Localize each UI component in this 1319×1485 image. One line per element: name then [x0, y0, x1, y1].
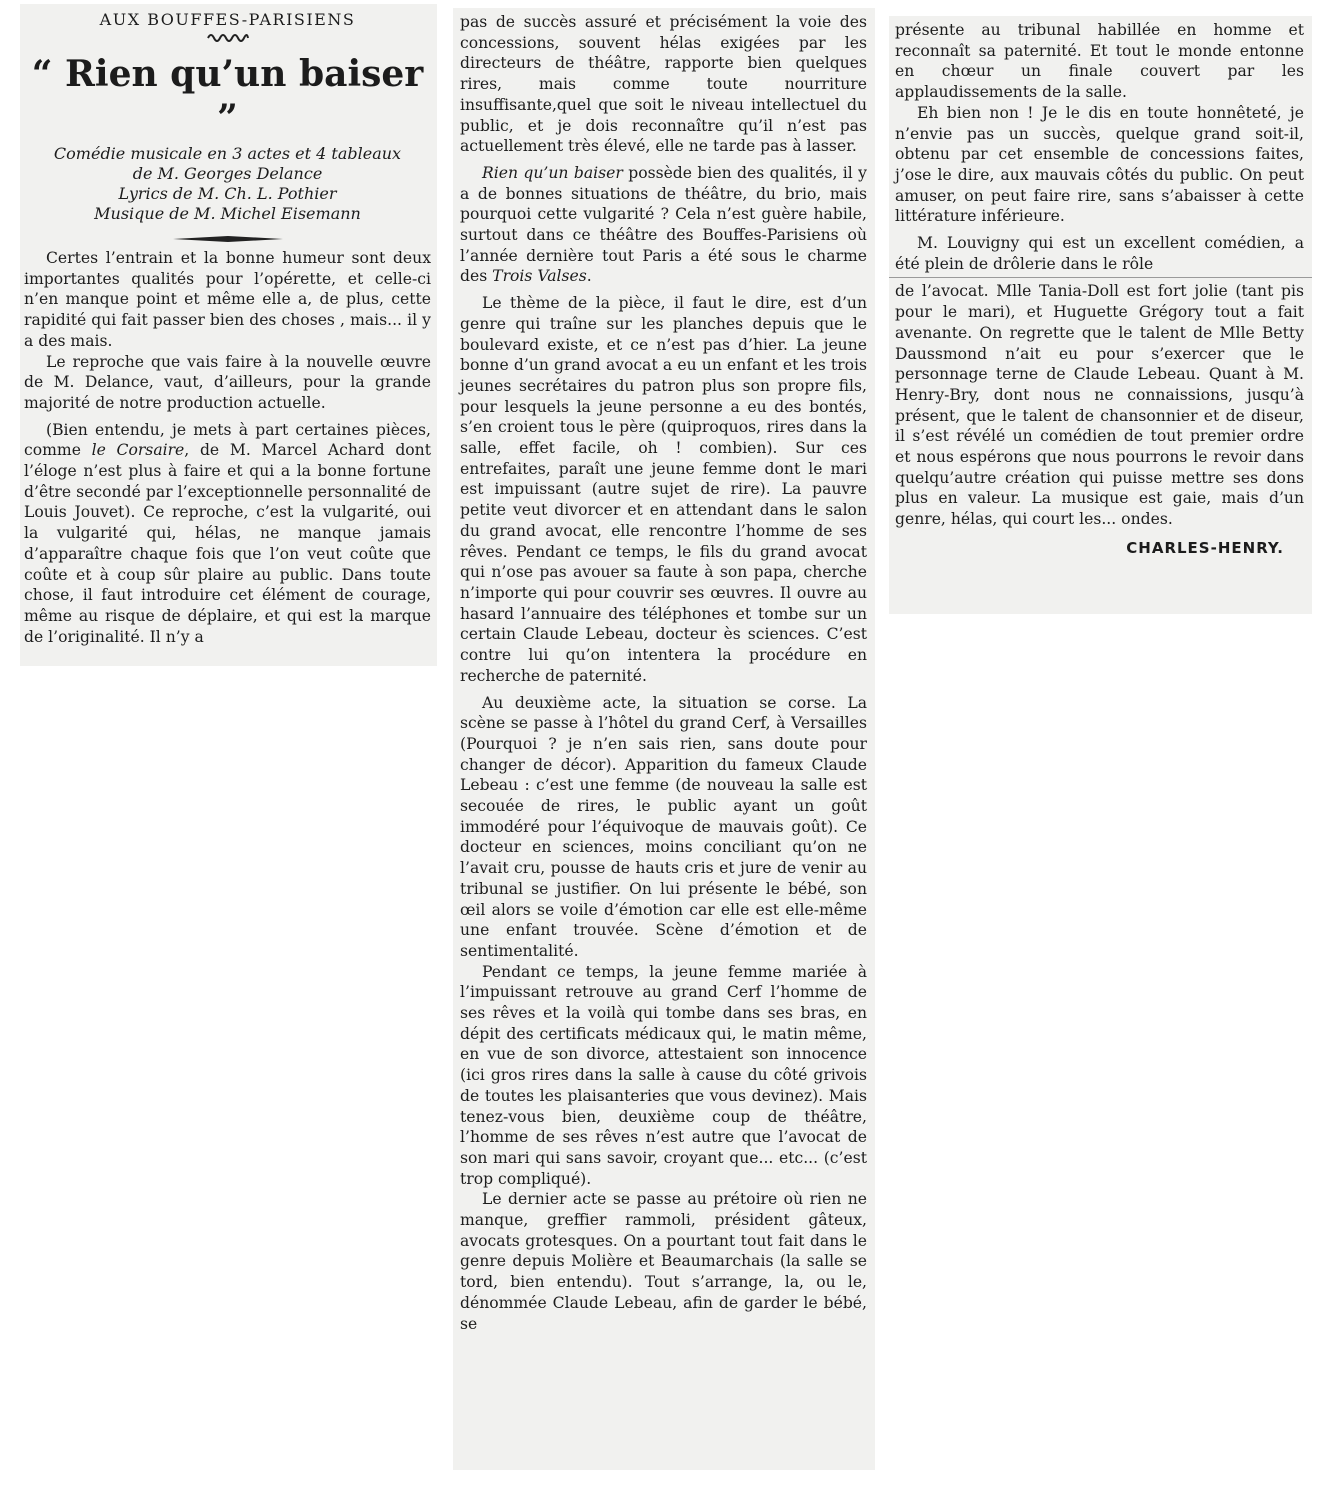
paragraph: (Bien entendu, je mets à part certaines pièces, comme le Corsaire, de M. Marcel Achard dont l’éloge n’est plus à faire et qui a la bonne fortune d’être secondé par l’exceptionnelle personnalité de Louis Jouvet). Ce reproche, c’est la vulgarité, oui la vulgarité qui, hélas, ne manque jamais d’apparaître chaque fois que l’on veut coûte que coûte et à coup sûr plaire au public. Dans toute chose, il faut introduire cet élément de courage, même au risque de déplaire, et qui est la marque de l’originalité. Il n’y a [24, 420, 431, 646]
title-rule [24, 228, 431, 238]
paragraph: pas de succès assuré et précisément la voie des concessions, souvent hélas exigées par les directeurs de théâtre, rapporte bien quelques rires, mais comme toute nourriture insuffisante,quel que soit le niveau intellectuel du public, et je dois reconnaître qu’il n’est pas actuellement très élevé, elle ne tarde pas à lasser. [460, 13, 867, 156]
paragraph: Eh bien non ! Je le dis en toute honnêteté, je n’envie pas un succès, quelque grand soit-il, obtenu par cet ensemble de concessions faites, j’ose le dire, aux mauvais côtés du public. On peut amuser, on peut faire rire, sans s’abaisser à cette littérature inférieure. [895, 103, 1304, 226]
paragraph: Pendant ce temps, la jeune femme mariée à l’impuissant retrouve au grand Cerf l’homme de ses rêves et la voilà qui tombe dans ses bras, en dépit des certificats médicaux qui, le matin même, en vue de son divorce, attestaient son innocence (ici gros rires dans la salle à cause du côté grivois de toutes les plaisanteries que vous devinez). Mais tenez-vous bien, deuxième coup de théâtre, l’homme de ses rêves n’est autre que l’avocat de son mari qui sans savoir, croyant que... etc... (c’est trop compliqué). [460, 962, 867, 1188]
paragraph: Certes l’entrain et la bonne humeur sont deux importantes qualités pour l’opérette, et celle-ci n’en manque point et même elle a, de plus, cette rapidité qui fait passer bien des choses , mais... il y a des mais. [24, 249, 431, 350]
play-title: le Corsaire [91, 441, 185, 460]
credit-line-2: de M. Georges Delance [132, 164, 323, 183]
paragraph: Au deuxième acte, la situation se corse. La scène se passe à l’hôtel du grand Cerf, à Versailles (Pourquoi ? je n’en sais rien, sans doute pour changer de décor). Apparition du fameux Claude Lebeau : c’est une femme (de nouveau la salle est secouée de rires, le public ayant un goût immodéré pour l’équivoque de mauvais goût). Ce docteur en sciences, moins conciliant qu’on ne l’avait cru, pousse de hauts cris et jure de venir au tribunal se justifier. On lui présente le bébé, son œil alors se voile d’émotion car elle est elle-même une enfant trouvée. Scène d’émotion et de sentimentalité. [460, 693, 867, 960]
paragraph: présente au tribunal habillée en homme et reconnaît sa paternité. Et tout le monde entonne en chœur un finale couvert par les applaudissements de la salle. [895, 21, 1304, 102]
credit-line-1: Comédie musicale en 3 actes et 4 tableaux [53, 144, 402, 163]
credit-line-4: Musique de M. Michel Eisemann [94, 204, 361, 223]
play-title: Trois Valses [492, 267, 587, 286]
paragraph: M. Louvigny qui est un excellent comédien, a été plein de drôlerie dans le rôle [895, 234, 1304, 273]
wave-ornament [24, 30, 431, 50]
section-kicker: AUX BOUFFES-PARISIENS [99, 10, 356, 29]
column-3 [889, 16, 1312, 614]
paragraph: de l’avocat. Mlle Tania-Doll est fort jolie (tant pis pour le mari), et Huguette Grégory tout a fait avenante. On regrette que le talent de Mlle Betty Daussmond n’ait eu pour s’exercer que le personnage terne de Claude Lebeau. Quant à M. Henry-Bry, dont nous ne connaissions, jusqu’à présent, que le talent de chansonnier et de diseur, il s’est révélé un comédien de tout premier ordre et nous espérons que nous pourrons le revoir dans quelqu’autre création qui puisse mettre ses dons plus en valeur. La musique est gaie, mais d’un genre, hélas, qui court les... ondes. [895, 282, 1304, 529]
author-signature: CHARLES-HENRY. [1126, 538, 1284, 557]
paragraph: Rien qu’un baiser possède bien des qualités, il y a de bonnes situations de théâtre, du brio, mais pourquoi cette vulgarité ? Cela n’est guère habile, surtout dans ce théâtre des Bouffes-Parisiens où l’année dernière tout Paris a été sous le charme des Trois Valses. [460, 163, 867, 286]
column-splice-line [889, 277, 1312, 278]
paragraph: Le dernier acte se passe au prétoire où rien ne manque, greffier rammoli, président gâteux, avocats grotesques. On a pourtant tout fait dans le genre depuis Molière et Beaumarchais (la salle se tord, bien entendu). Tout s’arrange, la, ou le, dénommée Claude Lebeau, afin de garder le bébé, se [460, 1190, 867, 1333]
article-title: “ Rien qu’un baiser ” [31, 53, 424, 139]
column-2 [453, 8, 875, 1470]
credit-line-3: Lyrics de M. Ch. L. Pothier [118, 184, 337, 203]
paragraph: Le thème de la pièce, il faut le dire, est d’un genre qui traîne sur les planches depuis que le boulevard existe, et ce n’est pas d’hier. La jeune bonne d’un grand avocat a eu un enfant et les trois jeunes secrétaires du patron plus son propre fils, pour lesquels la jeune personne a eu des bontés, s’en croient tous le père (quiproquos, rires dans la salle, effet facile, oh ! combien). Sur ces entrefaites, paraît une jeune femme dont le mari est impuissant (autre sujet de rire). La pauvre petite veut divorcer et en attendant dans le salon du grand avocat, elle rencontre l’homme de ses rêves. Pendant ce temps, le fils du grand avocat qui n’ose pas avouer sa faute à son papa, cherche n’importe qui pour couvrir ses œuvres. Il ouvre au hasard l’annuaire des téléphones et tombe sur un certain Claude Lebeau, docteur ès sciences. C’est contre lui qu’on intentera la procédure en recherche de paternité. [460, 294, 867, 685]
play-title: Rien qu’un baiser [482, 163, 623, 182]
paragraph: Le reproche que vais faire à la nouvelle œuvre de M. Delance, vaut, d’ailleurs, pour la grande majorité de notre production actuelle. [24, 352, 431, 412]
column-1 [20, 4, 437, 666]
